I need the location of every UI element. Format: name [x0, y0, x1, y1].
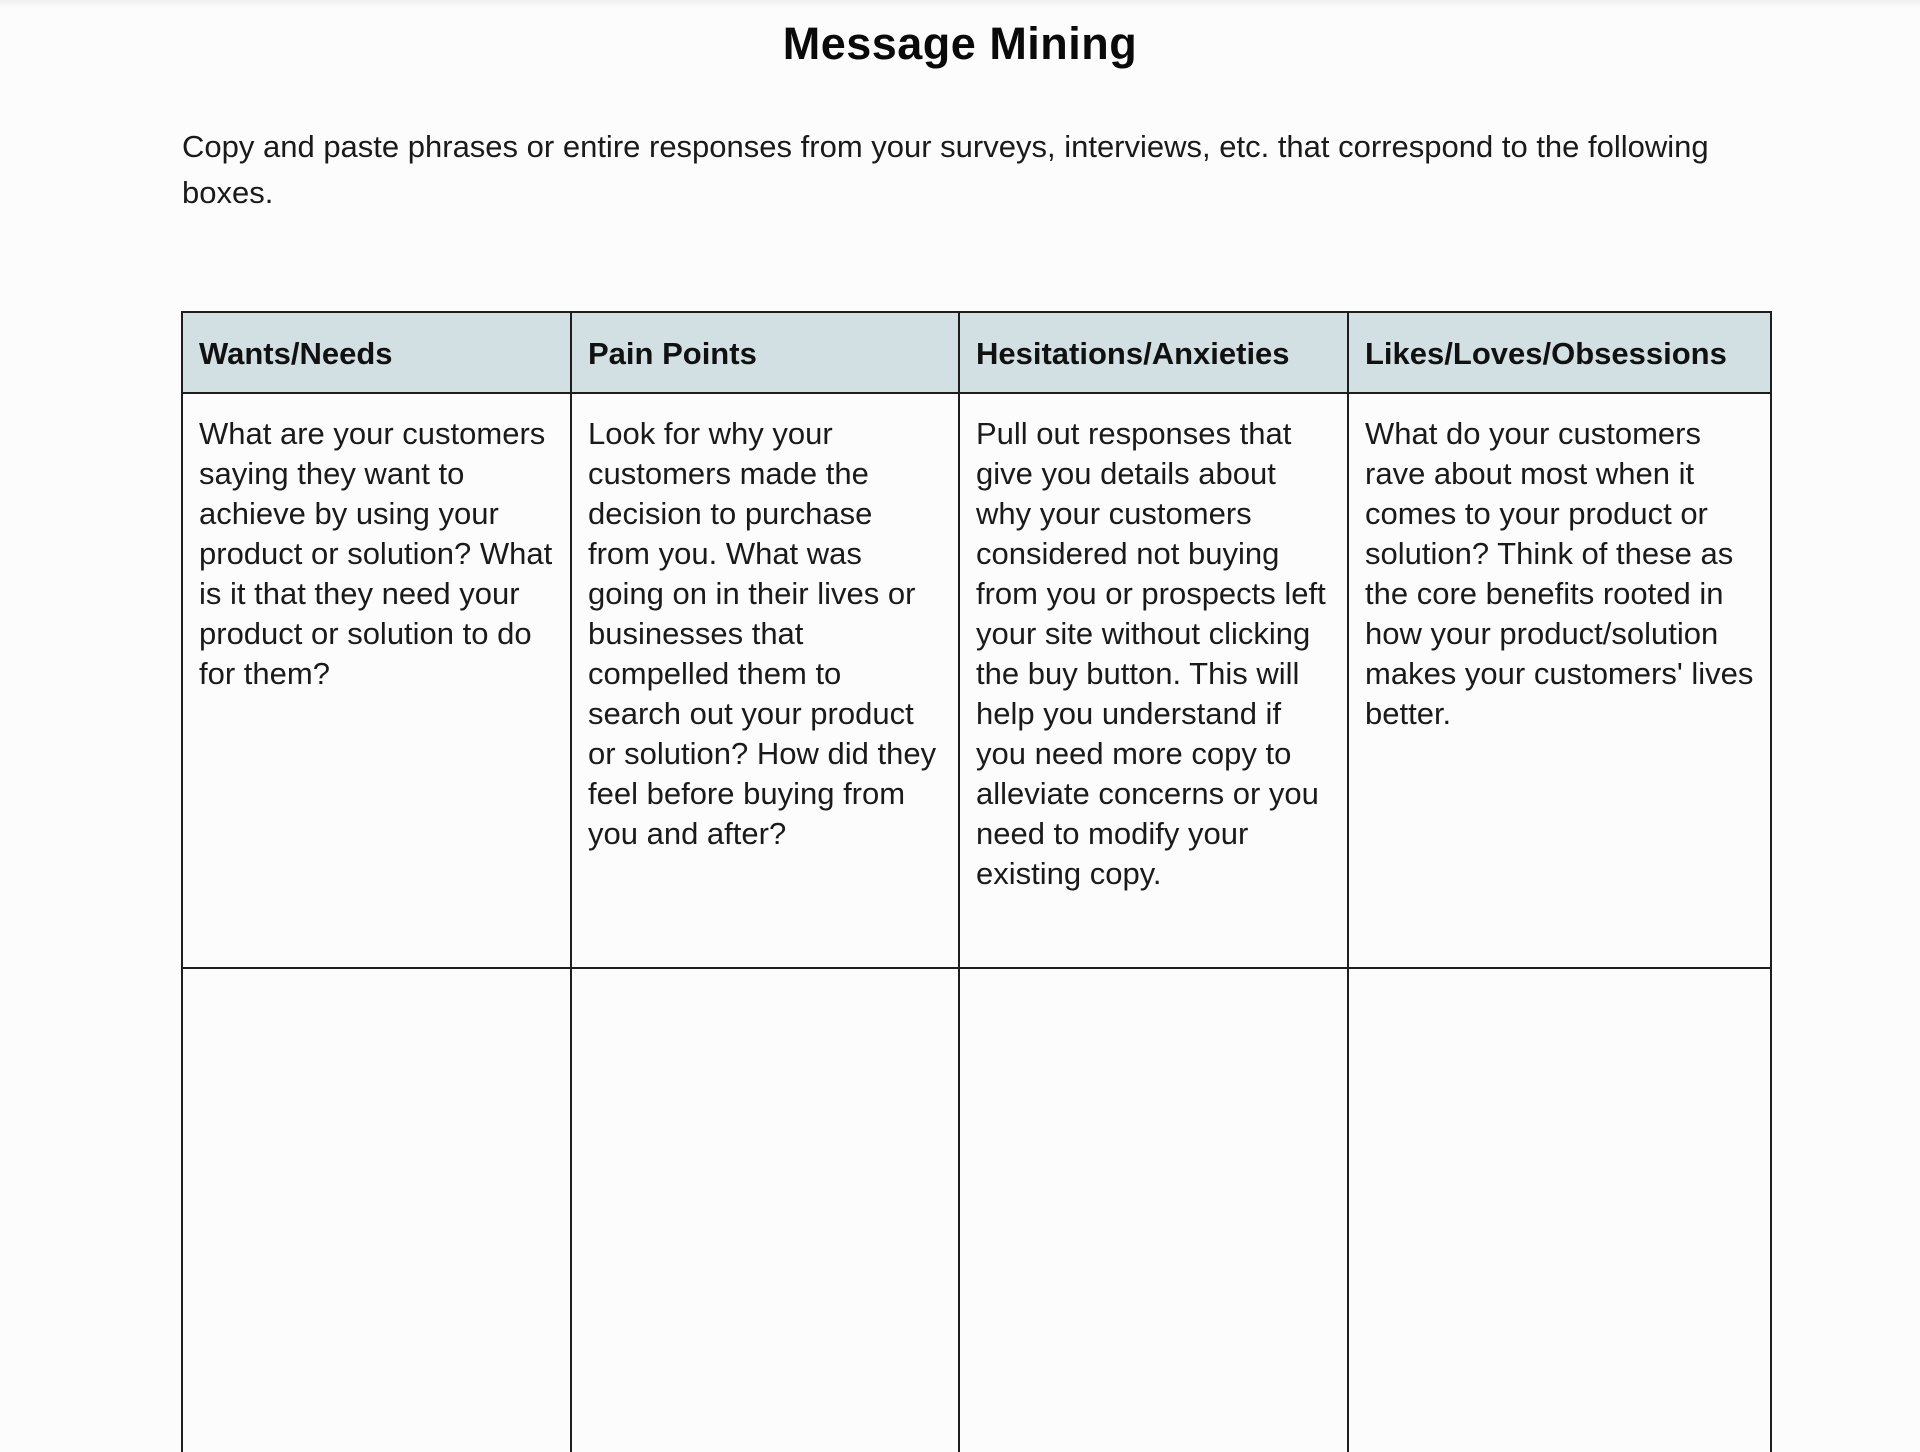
- guide-cell-hesitations-anxieties[interactable]: Pull out responses that give you details about why your customers considered not buying from you or prospects left your site without clicking the buy button. This will help you understand if you need more copy to alleviate concerns or you need to modify your existing copy.: [959, 393, 1348, 968]
- table-header-row: [182, 312, 1771, 393]
- guide-cell-pain-points[interactable]: Look for why your customers made the decision to purchase from you. What was going on in their lives or businesses that compelled them to search out your product or solution? How did they feel before buying from you and after?: [571, 393, 959, 968]
- header-pain-points: Pain Points: [571, 312, 959, 393]
- entry-cell-likes-loves-obsessions[interactable]: [1348, 968, 1771, 1452]
- entry-cell-wants-needs[interactable]: [182, 968, 571, 1452]
- guide-cell-likes-loves-obsessions[interactable]: What do your customers rave about most when it comes to your product or solution? Think of these as the core benefits rooted in how your product/solution makes your customers' lives better.: [1348, 393, 1771, 968]
- entry-row: [182, 968, 1771, 1452]
- guide-row: [182, 393, 1771, 968]
- entry-cell-hesitations-anxieties[interactable]: [959, 968, 1348, 1452]
- header-hesitations-anxieties: Hesitations/Anxieties: [959, 312, 1348, 393]
- guide-cell-wants-needs[interactable]: What are your customers saying they want to achieve by using your product or solution? What is it that they need your product or solution to do for them?: [182, 393, 571, 968]
- header-likes-loves-obsessions: Likes/Loves/Obsessions: [1348, 312, 1771, 393]
- message-mining-table: [181, 311, 1772, 1452]
- intro-paragraph: Copy and paste phrases or entire responses from your surveys, interviews, etc. that correspond to the following boxes.: [182, 129, 1709, 210]
- top-edge-shadow: [0, 0, 1920, 8]
- header-wants-needs: Wants/Needs: [182, 312, 571, 393]
- page-title: Message Mining: [782, 18, 1138, 69]
- entry-cell-pain-points[interactable]: [571, 968, 959, 1452]
